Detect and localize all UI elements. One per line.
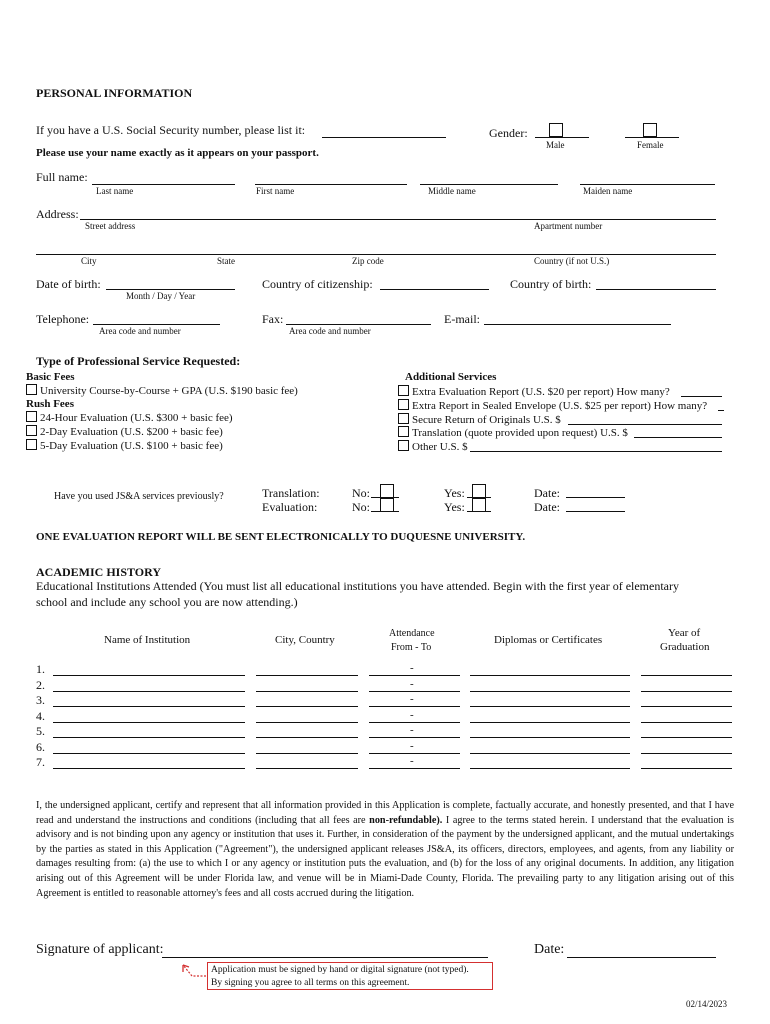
col-city: City, Country	[275, 634, 335, 646]
translation-date-field[interactable]	[566, 497, 625, 498]
city-country-field[interactable]	[256, 768, 358, 769]
ssn-field[interactable]	[322, 137, 446, 138]
city-country-field[interactable]	[256, 737, 358, 738]
institution-field[interactable]	[53, 768, 245, 769]
state-caption: State	[217, 256, 235, 266]
diploma-field[interactable]	[470, 675, 630, 676]
evaluation-date-label: Date:	[534, 500, 560, 514]
birth-country-field[interactable]	[596, 289, 716, 290]
attendance-dash: -	[410, 724, 414, 736]
extra-report-count-field[interactable]	[681, 396, 722, 397]
street-address-field[interactable]	[80, 219, 716, 220]
dob-label: Date of birth:	[36, 277, 101, 291]
attendance-field[interactable]	[369, 722, 460, 723]
first-name-caption: First name	[256, 186, 295, 196]
rush-fee-item[interactable]: 5-Day Evaluation (U.S. $100 + basic fee)	[26, 439, 223, 452]
graduation-year-field[interactable]	[641, 753, 732, 754]
col-institution: Name of Institution	[104, 634, 191, 646]
institution-field[interactable]	[53, 753, 245, 754]
academic-heading: ACADEMIC HISTORY	[36, 565, 162, 579]
academic-intro-line-2: school and include any school you are now attending.)	[36, 595, 298, 609]
signature-date-label: Date:	[534, 942, 565, 957]
female-checkbox[interactable]	[643, 123, 657, 137]
attendance-dash: -	[410, 662, 414, 674]
evaluation-notice: ONE EVALUATION REPORT WILL BE SENT ELECTRONICALLY TO DUQUESNE UNIVERSITY.	[36, 531, 526, 543]
country-caption: Country (if not U.S.)	[534, 256, 610, 266]
attendance-dash: -	[410, 693, 414, 705]
checkbox-icon[interactable]	[26, 439, 37, 450]
evaluation-yes-checkbox[interactable]	[472, 498, 486, 512]
fax-label: Fax:	[262, 312, 284, 326]
secure-return-field[interactable]	[568, 424, 722, 425]
city-caption: City	[81, 256, 97, 266]
evaluation-date-field[interactable]	[566, 511, 625, 512]
birth-country-label: Country of birth:	[510, 277, 592, 291]
middle-name-caption: Middle name	[428, 186, 476, 196]
checkbox-icon[interactable]	[398, 440, 409, 451]
attendance-field[interactable]	[369, 675, 460, 676]
graduation-year-field[interactable]	[641, 691, 732, 692]
attendance-field[interactable]	[369, 768, 460, 769]
additional-item[interactable]: Extra Report in Sealed Envelope (U.S. $25 per report) How many?	[398, 399, 707, 412]
signature-label: Signature of applicant:	[36, 942, 164, 957]
col-year-2: Graduation	[660, 641, 710, 653]
fax-caption: Area code and number	[289, 326, 371, 336]
checkbox-icon[interactable]	[26, 384, 37, 395]
checkbox-icon[interactable]	[398, 413, 409, 424]
col-attendance-1: Attendance	[389, 628, 435, 639]
translation-label: Translation:	[262, 486, 320, 500]
female-line	[625, 137, 679, 138]
dob-field[interactable]	[106, 289, 235, 290]
signature-date-field[interactable]	[567, 957, 716, 958]
fax-field[interactable]	[286, 324, 431, 325]
col-year-1: Year of	[668, 627, 701, 639]
attendance-dash: -	[410, 755, 414, 767]
translation-yes-checkbox[interactable]	[472, 484, 486, 498]
rush-fee-item[interactable]: 2-Day Evaluation (U.S. $200 + basic fee)	[26, 425, 223, 438]
email-field[interactable]	[484, 324, 671, 325]
rush-fee-item[interactable]: 24-Hour Evaluation (U.S. $300 + basic fee)	[26, 411, 233, 424]
diploma-field[interactable]	[470, 768, 630, 769]
additional-heading: Additional Services	[405, 371, 497, 383]
additional-item[interactable]: Other U.S. $	[398, 440, 468, 453]
diploma-field[interactable]	[470, 722, 630, 723]
translation-no-checkbox[interactable]	[380, 484, 394, 498]
diploma-field[interactable]	[470, 691, 630, 692]
evaluation-no-label: No:	[352, 500, 370, 514]
rush-fees-heading: Rush Fees	[26, 398, 74, 410]
maiden-name-field[interactable]	[580, 184, 715, 185]
previous-question: Have you used JS&A services previously?	[54, 491, 224, 502]
col-attendance-2: From - To	[391, 642, 432, 653]
city-country-field[interactable]	[256, 691, 358, 692]
evaluation-yes-label: Yes:	[444, 500, 465, 514]
city-state-zip-field[interactable]	[36, 254, 716, 255]
evaluation-no-checkbox[interactable]	[380, 498, 394, 512]
graduation-year-field[interactable]	[641, 737, 732, 738]
other-amount-field[interactable]	[470, 451, 722, 452]
last-name-field[interactable]	[92, 184, 235, 185]
personal-heading: PERSONAL INFORMATION	[36, 86, 193, 100]
row-number: 7.	[36, 755, 45, 769]
translation-yes-label: Yes:	[444, 486, 465, 500]
attendance-dash: -	[410, 739, 414, 752]
institution-field[interactable]	[53, 691, 245, 692]
city-country-field[interactable]	[256, 706, 358, 707]
additional-item[interactable]: Secure Return of Originals U.S. $	[398, 413, 561, 426]
dob-format-caption: Month / Day / Year	[126, 291, 196, 301]
row-number: 4.	[36, 708, 45, 723]
arrow-icon	[178, 961, 208, 979]
telephone-caption: Area code and number	[99, 326, 181, 336]
graduation-year-field[interactable]	[641, 768, 732, 769]
row-number: 6.	[36, 739, 45, 754]
translation-date-label: Date:	[534, 486, 560, 500]
passport-note: Please use your name exactly as it appears on your passport.	[36, 147, 319, 159]
academic-intro-line-1: Educational Institutions Attended (You must list all educational institutions you have attended. Begin with the first year of elementary	[36, 579, 679, 593]
sealed-report-count-field[interactable]	[718, 410, 724, 411]
zip-caption: Zip code	[352, 256, 384, 266]
female-label: Female	[637, 140, 664, 150]
first-name-field[interactable]	[255, 184, 407, 185]
diploma-field[interactable]	[470, 737, 630, 738]
row-number: 5.	[36, 724, 45, 738]
row-number: 2.	[36, 677, 45, 692]
street-address-caption: Street address	[85, 221, 136, 231]
checkbox-icon[interactable]	[398, 426, 409, 437]
telephone-field[interactable]	[93, 324, 220, 325]
col-diplomas: Diplomas or Certificates	[494, 634, 603, 646]
citizenship-label: Country of citizenship:	[262, 277, 373, 291]
row-number: 3.	[36, 693, 45, 707]
middle-name-field[interactable]	[420, 184, 558, 185]
footer-date: 02/14/2023	[686, 999, 728, 1009]
attendance-field[interactable]	[369, 753, 460, 754]
institution-field[interactable]	[53, 722, 245, 723]
attendance-dash: -	[410, 677, 414, 690]
institution-field[interactable]	[53, 706, 245, 707]
evaluation-label: Evaluation:	[262, 500, 318, 514]
telephone-label: Telephone:	[36, 312, 90, 326]
email-label: E-mail:	[444, 312, 480, 326]
checkbox-icon[interactable]	[398, 399, 409, 410]
male-label: Male	[546, 140, 565, 150]
graduation-year-field[interactable]	[641, 675, 732, 676]
full-name-label: Full name:	[36, 170, 88, 184]
diploma-field[interactable]	[470, 706, 630, 707]
checkbox-icon[interactable]	[398, 385, 409, 396]
male-line	[535, 137, 589, 138]
checkbox-icon[interactable]	[26, 411, 37, 422]
apartment-caption: Apartment number	[534, 221, 603, 231]
row-number: 1.	[36, 662, 45, 676]
additional-item[interactable]: Translation (quote provided upon request) U.S. $	[398, 426, 628, 439]
institution-field[interactable]	[53, 737, 245, 738]
attendance-field[interactable]	[369, 706, 460, 707]
address-label: Address:	[36, 207, 79, 221]
basic-fees-heading: Basic Fees	[26, 371, 75, 383]
last-name-caption: Last name	[96, 186, 134, 196]
male-checkbox[interactable]	[549, 123, 563, 137]
translation-amount-field[interactable]	[634, 437, 722, 438]
basic-fee-item[interactable]: University Course-by-Course + GPA (U.S. $190 basic fee)	[26, 384, 298, 397]
services-heading: Type of Professional Service Requested:	[36, 354, 241, 368]
city-country-field[interactable]	[256, 722, 358, 723]
signature-field[interactable]	[162, 957, 488, 958]
attendance-dash: -	[410, 708, 414, 721]
graduation-year-field[interactable]	[641, 722, 732, 723]
certification-paragraph: I, the undersigned applicant, certify and represent that all information provided in this Application is complete, factually accurate, and honestly presented, and that I have read and understand the instructions and conditions (including that all fees are non-refundable). I agree to the terms stated herein. I understand that the evaluation is advisory and is not binding upon any agency or institution that uses it. Further, in consideration of the payment by the undersigned applicant, and the mutual undertakings by the parties as stated in this Application ("Agreement"), the undersigned applicant releases JS&A, its officers, directors, employees, and agents, from any liability or damages resulting from: (a) the use to which I or any agency or institution puts the evaluation, and (b) for the loss of any original documents. In addition, any litigation arising out of this Agreement will be under Florida law, and venue will be in Miami-Dade County, Florida. The prevailing party to any litigation arising out of this Agreement is entitled to reasonable attorney's fees and all costs accrued during the litigation.	[36, 800, 734, 899]
additional-item[interactable]: Extra Evaluation Report (U.S. $20 per report) How many?	[398, 385, 670, 398]
attendance-field[interactable]	[369, 737, 460, 738]
diploma-field[interactable]	[470, 753, 630, 754]
ssn-label: If you have a U.S. Social Security number, please list it:	[36, 123, 306, 137]
citizenship-field[interactable]	[380, 289, 489, 290]
city-country-field[interactable]	[256, 753, 358, 754]
translation-no-label: No:	[352, 486, 370, 500]
institution-field[interactable]	[53, 675, 245, 676]
gender-label: Gender:	[489, 126, 528, 140]
city-country-field[interactable]	[256, 675, 358, 676]
maiden-name-caption: Maiden name	[583, 186, 633, 196]
attendance-field[interactable]	[369, 691, 460, 692]
signature-note: Application must be signed by hand or digital signature (not typed). By signing you agree to all terms on this agreement.	[207, 962, 493, 990]
checkbox-icon[interactable]	[26, 425, 37, 436]
graduation-year-field[interactable]	[641, 706, 732, 707]
